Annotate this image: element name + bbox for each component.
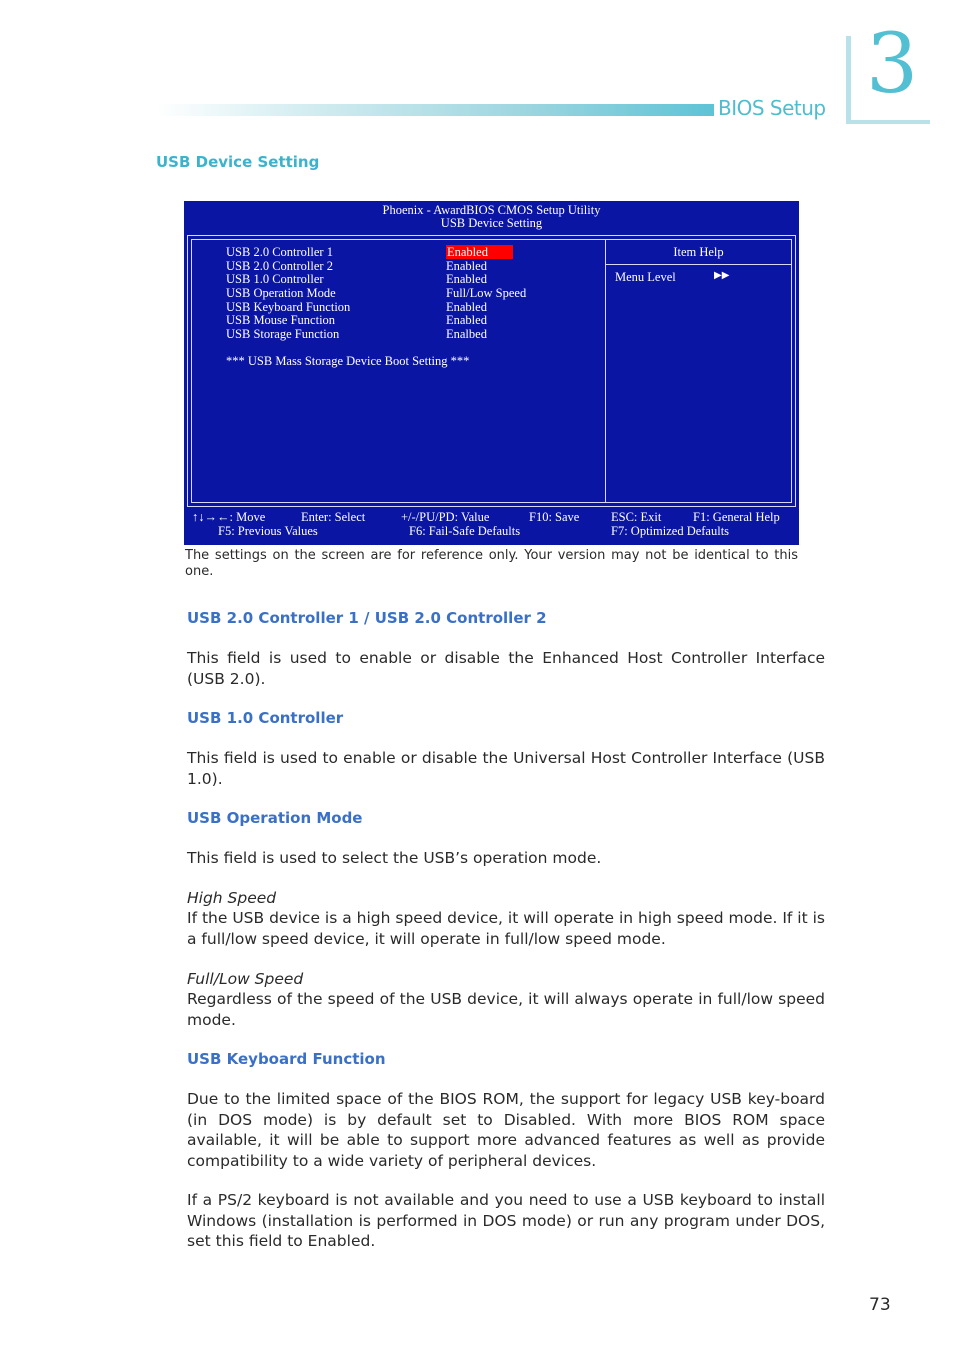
chapter-marker-bottom-edge bbox=[846, 120, 930, 124]
bios-key-previous-values: F5: Previous Values bbox=[218, 524, 318, 538]
bios-value-usb20-controller2[interactable]: Enabled bbox=[446, 259, 487, 273]
usb10-paragraph: This field is used to enable or disable the Universal Host Controller Interface (USB 1.0). bbox=[187, 749, 825, 788]
usb20-heading: USB 2.0 Controller 1 / USB 2.0 Controller 2 bbox=[187, 609, 547, 627]
bios-item-help-title: Item Help bbox=[673, 245, 724, 259]
bios-key-select: Enter: Select bbox=[301, 510, 366, 524]
chapter-number: 3 bbox=[866, 17, 919, 112]
bios-key-optimized-defaults: F7: Optimized Defaults bbox=[611, 524, 730, 538]
full-low-speed-label: Full/Low Speed bbox=[187, 970, 304, 988]
bios-item-usb10-controller[interactable]: USB 1.0 Controller bbox=[226, 272, 324, 286]
bios-item-usb-keyboard-function[interactable]: USB Keyboard Function bbox=[226, 300, 351, 314]
header-section-label: BIOS Setup bbox=[718, 96, 826, 120]
bios-value-usb-keyboard-function[interactable]: Enabled bbox=[446, 300, 487, 314]
bios-value-usb-storage-function[interactable]: Enalbed bbox=[446, 327, 487, 341]
keyboard-function-heading: USB Keyboard Function bbox=[187, 1050, 386, 1068]
page-number: 73 bbox=[869, 1295, 891, 1315]
bios-key-exit: ESC: Exit bbox=[611, 510, 662, 524]
operation-mode-paragraph: This field is used to select the USB’s operation mode. bbox=[187, 849, 602, 867]
high-speed-label: High Speed bbox=[187, 889, 277, 907]
keyboard-function-paragraph-1: Due to the limited space of the BIOS ROM, the support for legacy USB key-board (in DOS mode) is by default set to Disabled. With more BIOS ROM space available, it will be able to support more advanced features as well as provide compatibility to a wide variety of peripheral devices. bbox=[187, 1090, 825, 1170]
bios-item-usb-operation-mode[interactable]: USB Operation Mode bbox=[226, 286, 336, 300]
bios-value-usb-operation-mode[interactable]: Full/Low Speed bbox=[446, 286, 527, 300]
bios-help-separator bbox=[606, 264, 791, 265]
bios-item-usb20-controller1[interactable]: USB 2.0 Controller 1 bbox=[226, 245, 333, 259]
section-title: USB Device Setting bbox=[156, 153, 320, 171]
chapter-marker bbox=[846, 17, 930, 124]
bios-menu-level: Menu Level bbox=[615, 270, 676, 284]
menu-level-arrows-icon: ▶▶ bbox=[714, 270, 730, 281]
header-gradient-bar bbox=[156, 104, 714, 116]
bios-screen bbox=[184, 201, 799, 545]
bios-item-usb-storage-function[interactable]: USB Storage Function bbox=[226, 327, 340, 341]
full-low-speed-paragraph: Regardless of the speed of the USB device, it will always operate in full/low speed mode. bbox=[187, 990, 825, 1029]
bios-key-value: +/-/PU/PD: Value bbox=[401, 510, 490, 524]
operation-mode-heading: USB Operation Mode bbox=[187, 809, 363, 827]
bios-subtitle: USB Device Setting bbox=[440, 216, 543, 230]
bios-key-general-help: F1: General Help bbox=[693, 510, 780, 524]
bios-key-save: F10: Save bbox=[529, 510, 580, 524]
bios-outer-frame bbox=[187, 235, 796, 507]
bios-pane-divider bbox=[605, 240, 606, 502]
bios-inner-frame bbox=[191, 239, 792, 503]
bios-value-usb-mouse-function[interactable]: Enabled bbox=[446, 313, 487, 327]
bios-value-usb10-controller[interactable]: Enabled bbox=[446, 272, 487, 286]
bios-item-usb20-controller2[interactable]: USB 2.0 Controller 2 bbox=[226, 259, 333, 273]
bios-value-usb20-controller1[interactable]: Enabled bbox=[446, 245, 513, 259]
screenshot-caption: The settings on the screen are for reference only. Your version may not be identical to this one. bbox=[185, 548, 798, 579]
usb10-heading: USB 1.0 Controller bbox=[187, 709, 344, 727]
high-speed-paragraph: If the USB device is a high speed device, it will operate in high speed mode. If it is a full/low speed device, it will operate in full/low speed mode. bbox=[187, 909, 825, 948]
bios-title: Phoenix - AwardBIOS CMOS Setup Utility bbox=[382, 203, 601, 217]
keyboard-function-paragraph-2: If a PS/2 keyboard is not available and you need to use a USB keyboard to install Windows (installation is performed in DOS mode) or run any program under DOS, set this field to Enabled. bbox=[187, 1191, 825, 1250]
bios-key-failsafe-defaults: F6: Fail-Safe Defaults bbox=[409, 524, 521, 538]
bios-key-move: ↑↓→←: Move bbox=[192, 510, 266, 524]
bios-item-usb-mouse-function[interactable]: USB Mouse Function bbox=[226, 313, 336, 327]
chapter-marker-left-edge bbox=[846, 36, 851, 124]
bios-boot-setting-note: *** USB Mass Storage Device Boot Setting *** bbox=[226, 354, 470, 368]
usb20-paragraph: This field is used to enable or disable the Enhanced Host Controller Interface (USB 2.0). bbox=[187, 649, 825, 688]
